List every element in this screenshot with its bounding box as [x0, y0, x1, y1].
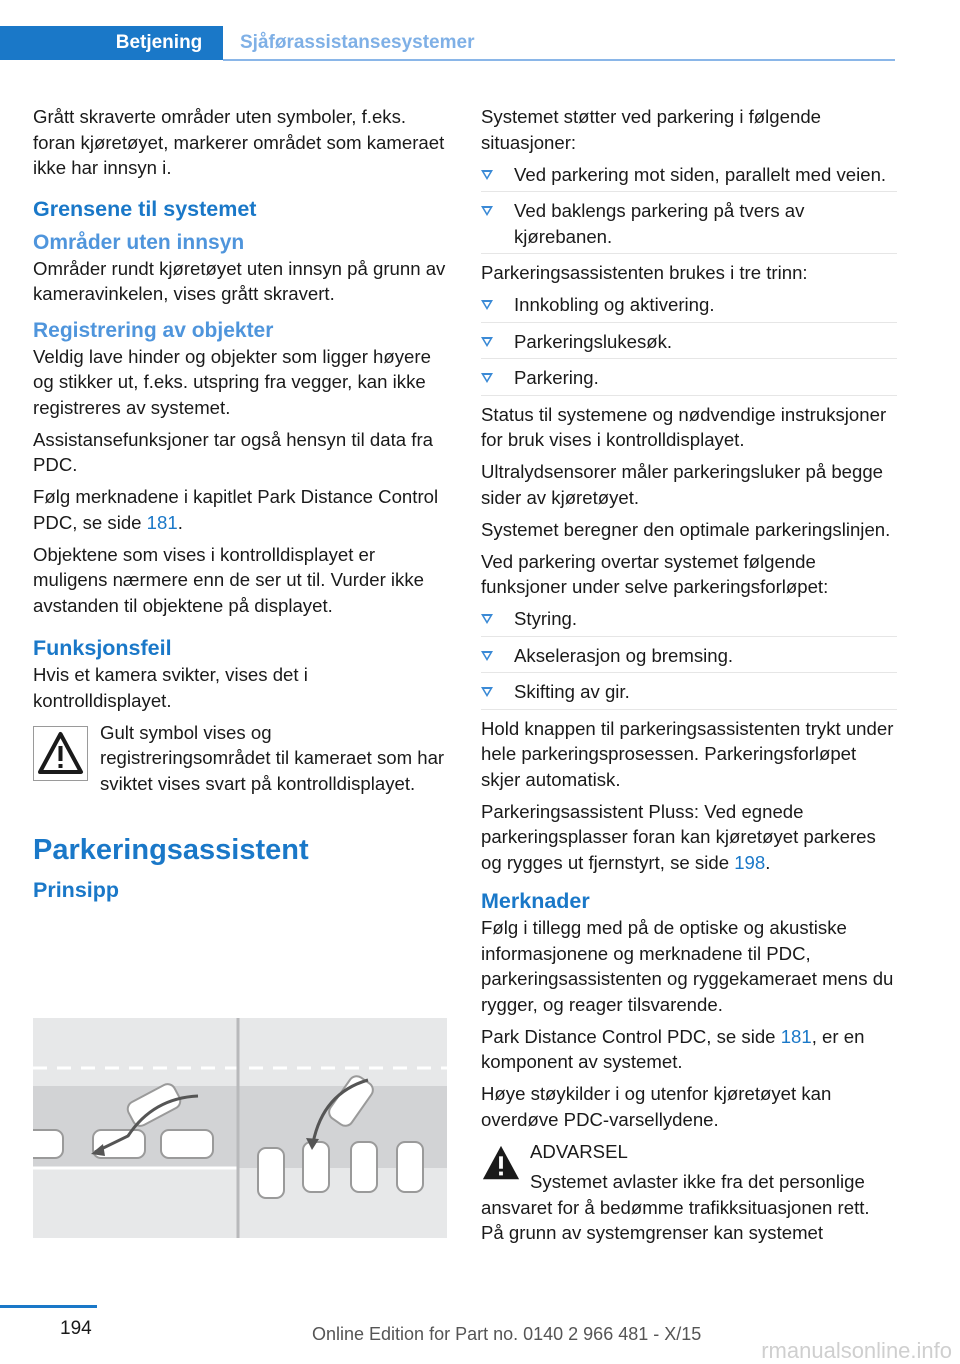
notice-block [33, 720, 447, 797]
list-item [481, 329, 897, 360]
warning-text: Systemet avlaster ikke fra det personlige ansvaret for å bedømme trafikksituasjonen rett. På grunn av systemgrenser kan systemet [481, 1171, 870, 1243]
bullet-triangle-icon [481, 170, 493, 180]
notes-paragraph-1: Følg i tillegg med på de optiske og akustiske informasjonene og merknadene til PDC, parkeringsassistenten og ryggekameraet mens du rygger, og reager tilsvarende. [481, 917, 894, 1015]
page-header [0, 0, 960, 62]
object-detection-paragraph-2: Assistansefunksjoner tar også hensyn til data fra PDC. [33, 428, 433, 475]
text-segment: Følg merknadene i kapitlet Park Distance Control PDC, se side [33, 486, 439, 533]
bullet-triangle-icon [481, 337, 493, 347]
header-accent-bar [0, 26, 95, 60]
section-tab[interactable]: Sjåførassistansesystemer [240, 32, 475, 53]
heading-parking-assistant: Parkeringsassistent [33, 834, 309, 866]
right-column [481, 104, 897, 1252]
page-link-181[interactable]: 181 [780, 1025, 812, 1047]
bullet-triangle-icon [481, 373, 493, 383]
header-rule [223, 59, 895, 61]
list-item-text: Innkobling og aktivering. [514, 294, 715, 315]
bullet-triangle-icon [481, 300, 493, 310]
watermark-text: rmanualsonline.info [761, 1338, 952, 1363]
blind-areas-paragraph: Områder rundt kjøretøyet uten innsyn på grunn av kameravinkelen, vises grått skravert. [33, 257, 446, 304]
steps-list [481, 292, 897, 396]
heading-system-limits: Grensene til systemet [33, 196, 257, 221]
text-segment: Parkeringsassistent Pluss: Ved egnede parkeringsplasser foran kan kjøretøyet parkeres og rygges ut fjernstyrt, se side [481, 800, 876, 873]
warning-block [481, 1139, 897, 1246]
text-segment: Park Distance Control PDC, se side [481, 1025, 781, 1047]
status-paragraph: Status til systemene og nødvendige instruksjoner for bruk vises i kontrolldisplayet. [481, 403, 887, 450]
heading-malfunction: Funksjonsfeil [33, 636, 172, 660]
heading-notes: Merknader [481, 889, 590, 913]
page-number: 194 [60, 1318, 92, 1339]
malfunction-paragraph: Hvis et kamera svikter, vises det i kontrolldisplayet. [33, 664, 308, 711]
functions-intro: Ved parkering overtar systemet følgende funksjoner under selve parkeringsforløpet: [481, 550, 829, 597]
text-segment: , er en komponent av systemet. [481, 1025, 865, 1072]
list-item [481, 365, 897, 396]
bullet-triangle-icon [481, 206, 493, 216]
page-link-198[interactable]: 198 [734, 851, 766, 873]
left-column [33, 104, 447, 910]
warning-title: ADVARSEL [530, 1140, 628, 1162]
bullet-triangle-icon [481, 687, 493, 697]
list-item [481, 162, 897, 193]
object-detection-paragraph-3 [33, 484, 447, 535]
hold-button-paragraph: Hold knappen til parkeringsassistenten trykt under hele parkeringsprosessen. Parkeringsforløpet skjer automatisk. [481, 717, 894, 790]
notes-paragraph-2 [481, 1024, 897, 1075]
list-item-text: Skifting av gir. [514, 681, 630, 702]
functions-list [481, 606, 897, 710]
heading-principle: Prinsipp [33, 878, 120, 902]
situations-list [481, 162, 897, 255]
notes-paragraph-3: Høye støykilder i og utenfor kjøretøyet kan overdøve PDC-varsellydene. [481, 1083, 832, 1130]
warning-triangle-icon [33, 726, 88, 781]
heading-blind-areas: Områder uten innsyn [33, 230, 245, 254]
warning-triangle-icon [481, 1143, 521, 1183]
list-item-text: Parkeringslukesøk. [514, 330, 673, 352]
steps-intro: Parkeringsassistenten brukes i tre trinn: [481, 262, 808, 283]
notice-text: Gult symbol vises og registreringsområdet til kameraet som har sviktet vises svart på kontrolldisplayet. [100, 721, 445, 794]
list-item-text: Ved parkering mot siden, parallelt med veien. [514, 163, 887, 185]
parking-illustration [33, 1018, 447, 1238]
calculation-paragraph: Systemet beregner den optimale parkeringslinjen. [481, 518, 891, 540]
list-item [481, 198, 897, 254]
list-item [481, 292, 897, 323]
list-item [481, 606, 897, 637]
list-item [481, 679, 897, 710]
list-item-text: Ved baklengs parkering på tvers av kjørebanen. [514, 200, 805, 247]
list-item-text: Styring. [514, 608, 578, 629]
list-item-text: Akselerasjon og bremsing. [514, 644, 734, 666]
chapter-tab[interactable]: Betjening [95, 26, 223, 60]
list-item-text: Parkering. [514, 367, 599, 388]
edition-text: Online Edition for Part no. 0140 2 966 481 - X/15 [312, 1324, 702, 1344]
text-segment: . [765, 851, 771, 873]
situations-intro: Systemet støtter ved parkering i følgende situasjoner: [481, 106, 821, 153]
footer-rule [0, 1305, 97, 1308]
page-link-181[interactable]: 181 [146, 511, 178, 533]
bullet-triangle-icon [481, 651, 493, 661]
intro-paragraph: Grått skraverte områder uten symboler, f.eks. foran kjøretøyet, markerer området som kameraet ikke har innsyn i. [33, 106, 445, 178]
text-segment: . [177, 511, 183, 533]
sensor-paragraph: Ultralydsensorer måler parkeringsluker på begge sider av kjøretøyet. [481, 461, 884, 508]
plus-paragraph [481, 799, 897, 876]
heading-object-detection: Registrering av objekter [33, 318, 274, 342]
list-item [481, 643, 897, 674]
object-detection-paragraph-1: Veldig lave hinder og objekter som ligger høyere og stikker ut, f.eks. utspring fra vegger, kan ikke registreres av systemet. [33, 345, 431, 418]
bullet-triangle-icon [481, 614, 493, 624]
object-detection-paragraph-4: Objektene som vises i kontrolldisplayet er muligens nærmere enn de ser ut til. Vurder ikke avstanden til objektene på displayet. [33, 543, 424, 616]
